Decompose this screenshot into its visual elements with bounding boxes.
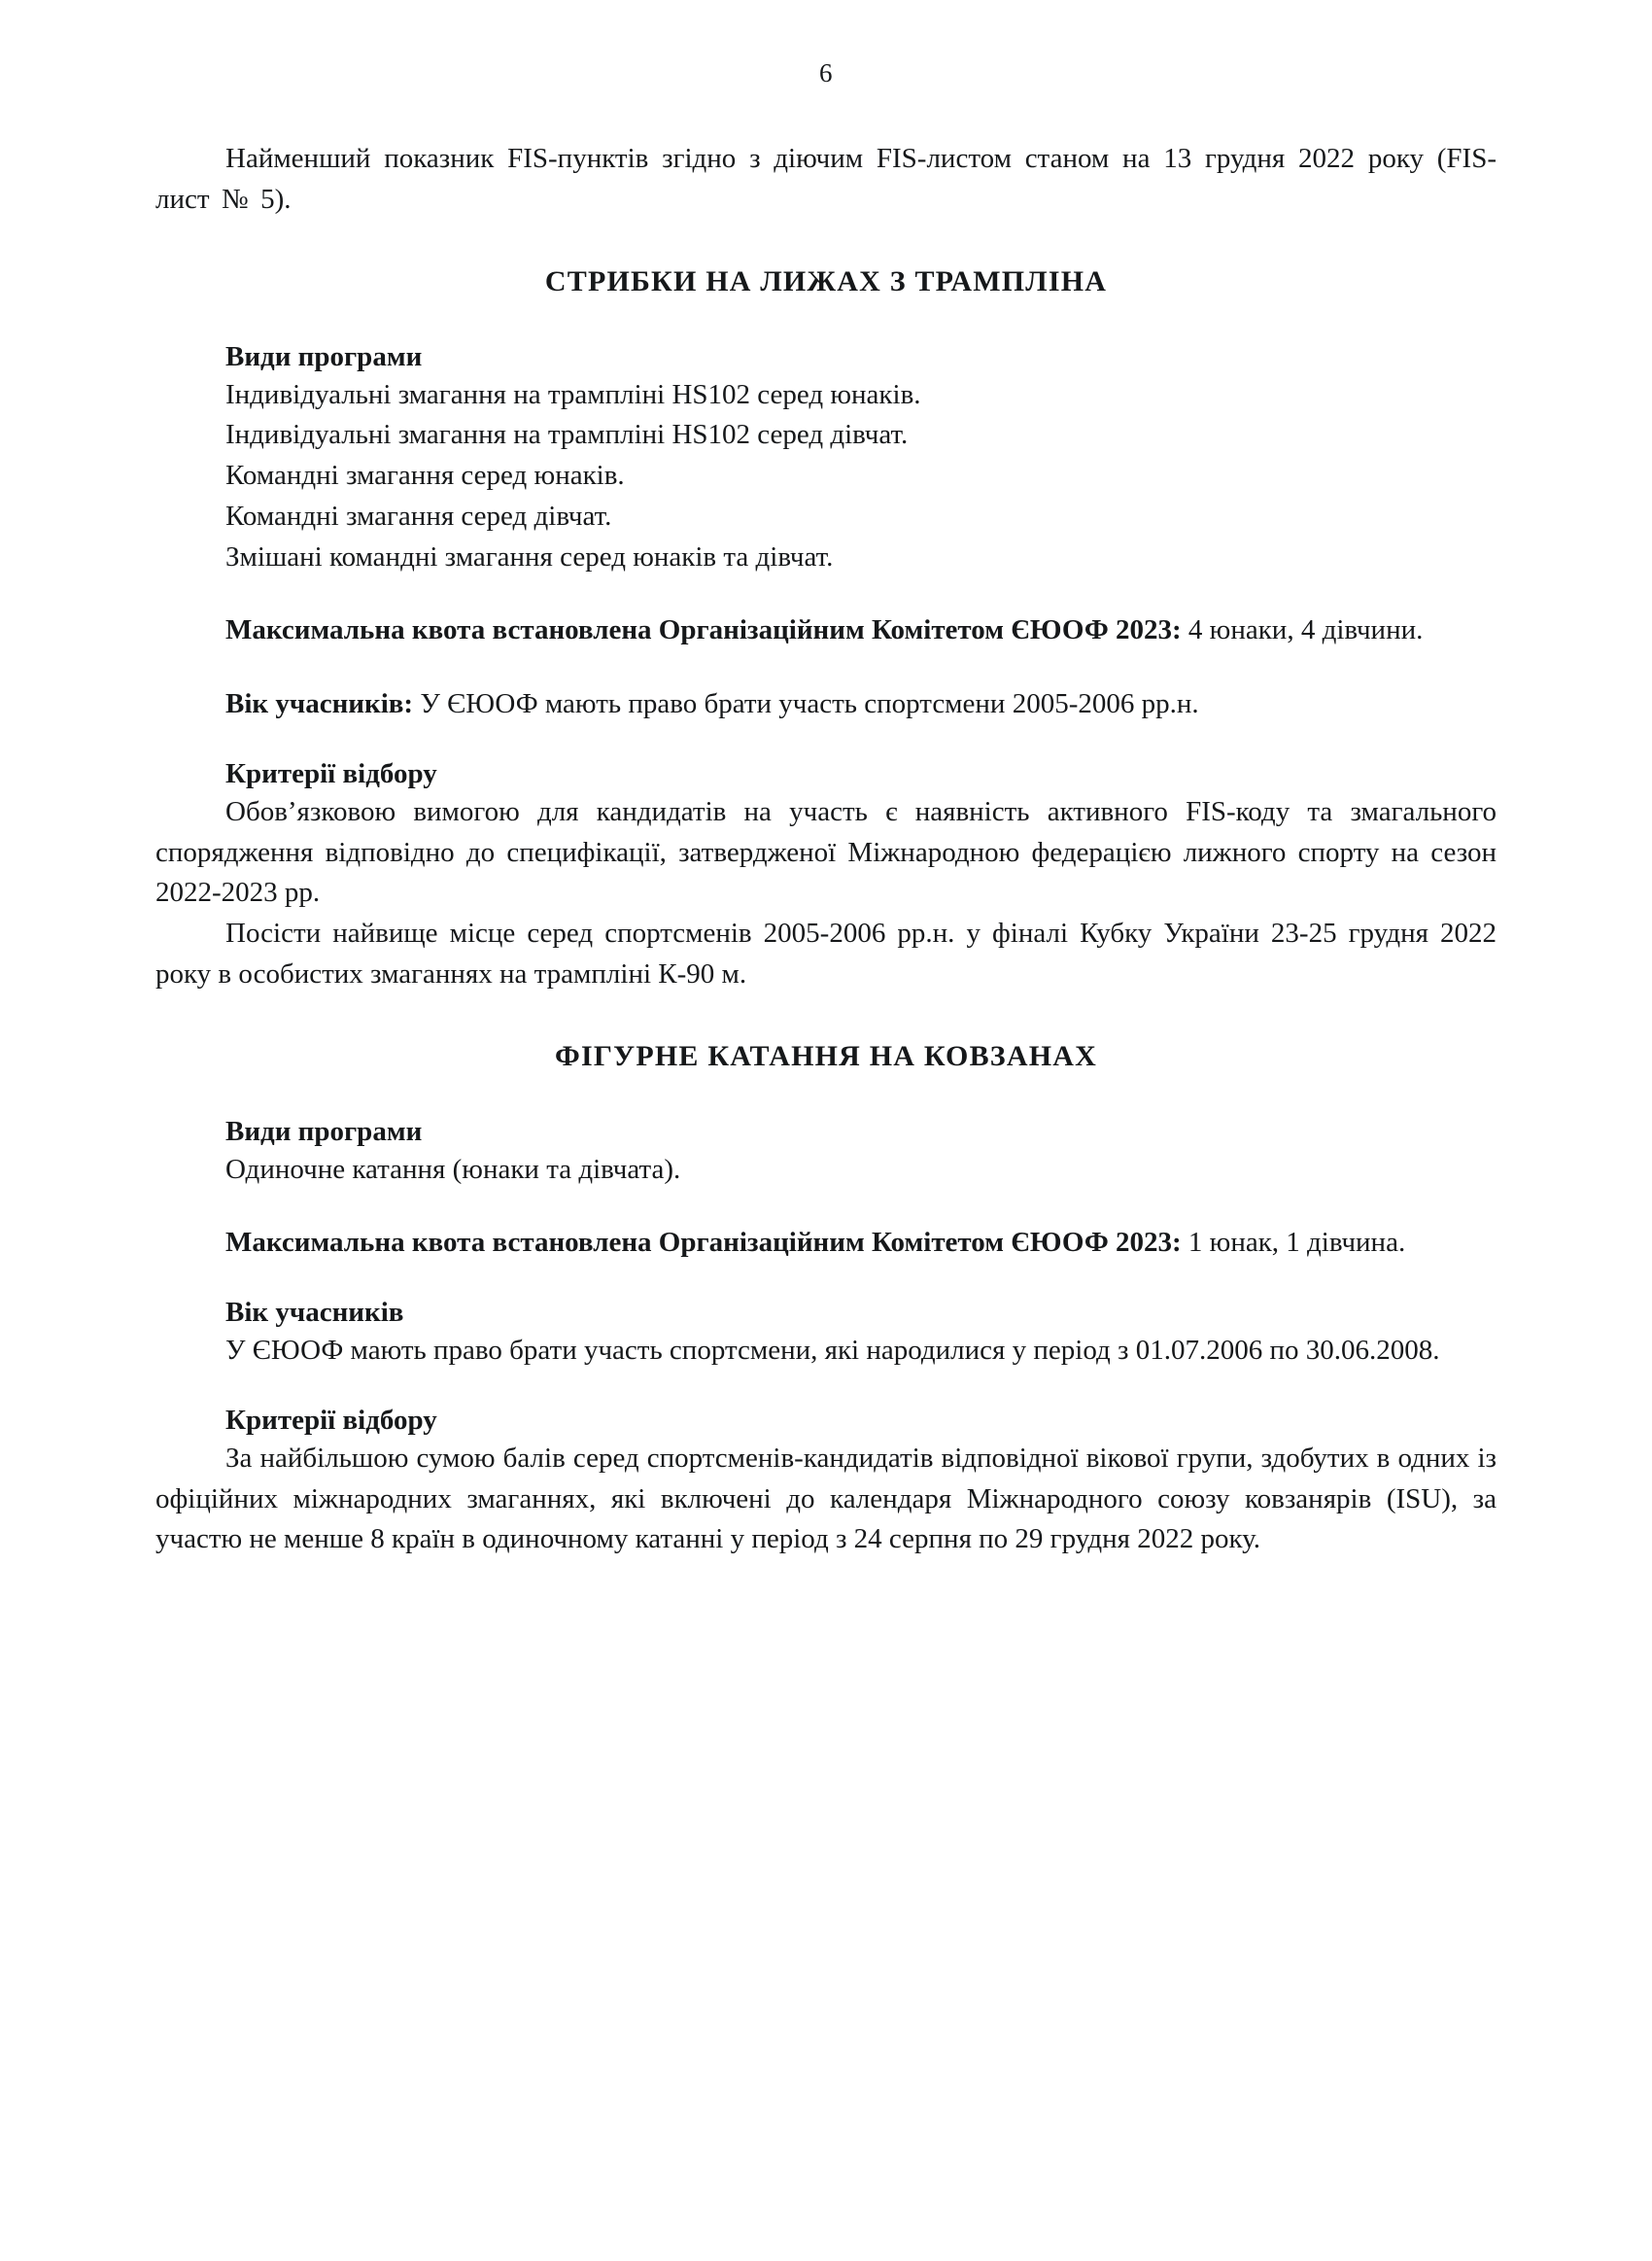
program-list-figure-skating xyxy=(155,1150,1497,1191)
criteria-paragraph: Обов’язковою вимогою для кандидатів на участь є наявність активного FIS-коду та змагального спорядження відповідно до специфікації, затвердженої Міжнародною федерацією лижного спорту на сезон 2022-2023 рр. xyxy=(155,795,1497,909)
list-item: Індивідуальні змагання на трампліні HS102 серед дівчат. xyxy=(225,419,909,451)
list-item: Одиночне катання (юнаки та дівчата). xyxy=(225,1153,681,1185)
page-number: 6 xyxy=(819,58,833,87)
age-heading-figure-skating: Вік учасників xyxy=(225,1297,404,1328)
quota-value: 4 юнаки, 4 дівчини. xyxy=(1187,614,1424,646)
list-item: Змішані командні змагання серед юнаків та дівчат. xyxy=(225,540,834,573)
program-heading-figure-skating: Види програми xyxy=(225,1115,423,1147)
program-heading-ski-jumping: Види програми xyxy=(225,340,423,372)
program-list-ski-jumping xyxy=(155,375,1497,578)
list-item: Командні змагання серед юнаків. xyxy=(225,460,625,491)
criteria-heading-ski-jumping: Критерії відбору xyxy=(225,757,437,789)
age-paragraph-ski-jumping xyxy=(155,684,1497,725)
intro-paragraph: Найменший показник FIS-пунктів згідно з діючим FIS-листом станом на 13 грудня 2022 року (FIS-лист № 5). xyxy=(155,143,1497,215)
quota-value: 1 юнак, 1 дівчина. xyxy=(1187,1227,1406,1259)
quota-label: Максимальна квота встановлена Організаційним Комітетом ЄЮОФ 2023: xyxy=(225,1227,1182,1259)
list-item: Командні змагання серед дівчат. xyxy=(225,500,612,532)
age-label: Вік учасників: xyxy=(225,688,414,719)
section-title-figure-skating: ФІГУРНЕ КАТАННЯ НА КОВЗАНАХ xyxy=(555,1039,1097,1072)
quota-paragraph-ski-jumping xyxy=(155,610,1497,651)
criteria-paragraph: За найбільшою сумою балів серед спортсменів-кандидатів відповідної вікової групи, здобутих в одних із офіційних міжнародних змаганнях, які включені до календаря Міжнародного союзу ковзанярів (ISU), за участю не менше 8 країн в одиночному катанні у період з 24 серпня по 29 грудня 2022 року. xyxy=(155,1442,1497,1555)
age-text: У ЄЮОФ мають право брати участь спортсмени 2005-2006 рр.н. xyxy=(420,688,1199,719)
criteria-heading-figure-skating: Критерії відбору xyxy=(225,1404,437,1436)
quota-paragraph-figure-skating xyxy=(155,1223,1497,1264)
quota-label: Максимальна квота встановлена Організаційним Комітетом ЄЮОФ 2023: xyxy=(225,614,1182,646)
section-title-ski-jumping: СТРИБКИ НА ЛИЖАХ З ТРАМПЛІНА xyxy=(544,264,1108,297)
criteria-paragraph: Посісти найвище місце серед спортсменів 2005-2006 рр.н. у фіналі Кубку України 23-25 грудня 2022 року в особистих змаганнях на трампліні К-90 м. xyxy=(155,918,1497,990)
list-item: Індивідуальні змагання на трампліні HS102 серед юнаків. xyxy=(225,378,921,410)
age-paragraph-figure-skating: У ЄЮОФ мають право брати участь спортсмени, які народилися у період з 01.07.2006 по 30.06.2008. xyxy=(225,1335,1440,1366)
